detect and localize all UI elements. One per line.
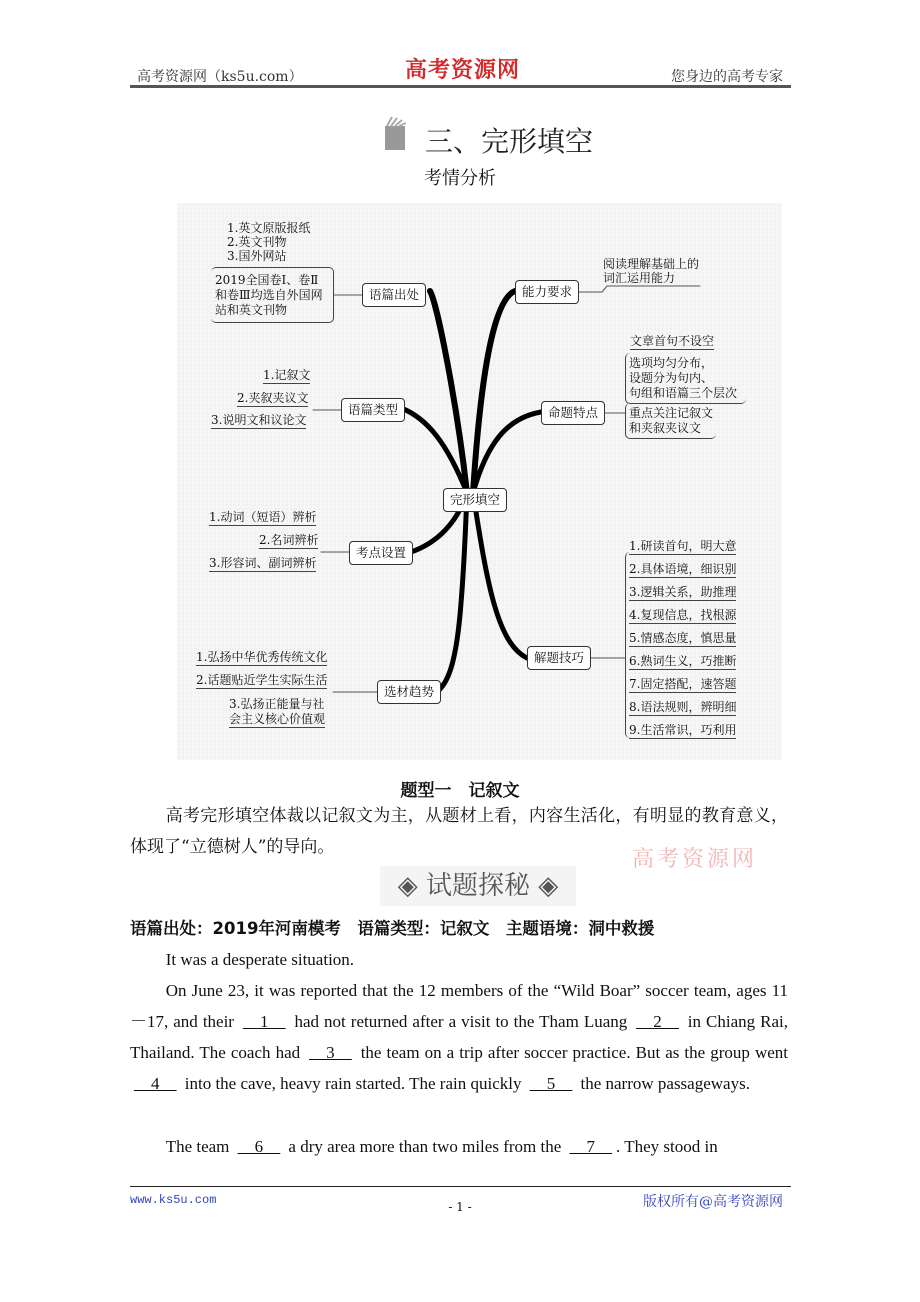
leaf-skills-1: 1.研读首句，明大意 bbox=[629, 539, 737, 553]
node-ability: 能力要求 bbox=[515, 280, 579, 304]
banner bbox=[380, 866, 576, 906]
leaf-skills-4: 4.复现信息，找根源 bbox=[629, 608, 737, 622]
header-slogan: 您身边的高考专家 bbox=[671, 69, 783, 85]
text: the team on a trip after soccer practice. But as the group went bbox=[355, 1043, 788, 1062]
leaf-source-1: 1.英文原版报纸 bbox=[227, 221, 311, 235]
diamond-icon: ◈ bbox=[397, 871, 418, 901]
text: The team bbox=[165, 1137, 234, 1156]
leaf-source-2: 2.英文刊物 bbox=[227, 235, 287, 249]
page-number: - 1 - bbox=[448, 1200, 472, 1214]
leaf-ability-2: 词汇运用能力 bbox=[603, 271, 676, 285]
leaf-skills-3: 3.逻辑关系，助推理 bbox=[629, 585, 737, 599]
leaf-features-3a: 重点关注记叙文 bbox=[629, 406, 714, 420]
leaf-trends-2: 2.话题贴近学生实际生活 bbox=[196, 673, 328, 687]
source-line: 语篇出处：2019年河南模考 语篇类型：记叙文 主题语境：洞中救援 bbox=[130, 919, 655, 938]
diamond-icon: ◈ bbox=[538, 871, 559, 901]
header-site-name: 高考资源网（ks5u.com） bbox=[137, 69, 303, 85]
leaf-features-2b: 设题分为句内、 bbox=[629, 371, 714, 385]
mind-map bbox=[177, 203, 782, 760]
passage-p3 bbox=[130, 1131, 788, 1162]
leaf-features-2c: 句组和语篇三个层次 bbox=[629, 386, 738, 400]
leaf-features-1: 文章首句不设空 bbox=[630, 334, 715, 348]
watermark: 高考资源网 bbox=[632, 847, 758, 872]
subtitle: 考情分析 bbox=[424, 168, 496, 189]
blank-4: __4__ bbox=[134, 1074, 177, 1093]
node-features: 命题特点 bbox=[541, 401, 605, 425]
blank-2: __2__ bbox=[636, 1012, 679, 1031]
node-trends: 选材趋势 bbox=[377, 680, 441, 704]
leaf-skills-7: 7.固定搭配，速答题 bbox=[629, 677, 737, 691]
header-logo: 高考资源网 bbox=[405, 58, 521, 83]
blank-3: __3__ bbox=[309, 1043, 352, 1062]
passage-p2 bbox=[130, 975, 788, 1099]
section-title: 题型一 记叙文 bbox=[400, 781, 520, 801]
leaf-source-3: 3.国外网站 bbox=[227, 249, 287, 263]
node-source: 语篇出处 bbox=[362, 283, 426, 307]
passage-p1: It was a desperate situation. bbox=[165, 950, 355, 969]
page-title: 三、完形填空 bbox=[425, 125, 594, 158]
leaf-skills-9: 9.生活常识，巧利用 bbox=[629, 723, 737, 737]
text: into the cave, heavy rain started. The rain quickly bbox=[180, 1074, 526, 1093]
leaf-source-note-1: 2019全国卷Ⅰ、卷Ⅱ bbox=[215, 273, 319, 287]
footer-link[interactable]: www.ks5u.com bbox=[130, 1193, 217, 1207]
node-types: 语篇类型 bbox=[341, 398, 405, 422]
text: the narrow passageways. bbox=[576, 1074, 750, 1093]
leaf-trends-1: 1.弘扬中华优秀传统文化 bbox=[196, 650, 328, 664]
leaf-ability-1: 阅读理解基础上的 bbox=[603, 257, 700, 271]
blank-6: __6__ bbox=[237, 1137, 281, 1156]
text: a dry area more than two miles from the bbox=[284, 1137, 566, 1156]
footer-copyright: 版权所有@高考资源网 bbox=[643, 1194, 783, 1210]
leaf-types-3: 3.说明文和议论文 bbox=[211, 413, 307, 427]
book-icon bbox=[384, 116, 410, 150]
text: had not returned after a visit to the Tham Luang bbox=[289, 1012, 633, 1031]
leaf-types-2: 2.夹叙夹议文 bbox=[237, 391, 309, 405]
banner-text: 试题探秘 bbox=[425, 871, 530, 901]
leaf-features-2a: 选项均匀分布， bbox=[629, 356, 714, 370]
leaf-points-2: 2.名词辨析 bbox=[259, 533, 319, 547]
leaf-skills-6: 6.熟词生义，巧推断 bbox=[629, 654, 737, 668]
footer-divider bbox=[130, 1186, 791, 1187]
leaf-types-1: 1.记叙文 bbox=[263, 368, 311, 382]
leaf-skills-5: 5.情感态度，慎思量 bbox=[629, 631, 737, 645]
leaf-skills-8: 8.语法规则，辨明细 bbox=[629, 700, 737, 714]
blank-7: __7__ bbox=[569, 1137, 613, 1156]
intro-paragraph: 高考完形填空体裁以记叙文为主，从题材上看，内容生活化，有明显的教育意义，体现了“立德树人”的导向。 bbox=[130, 806, 788, 857]
node-points: 考点设置 bbox=[349, 541, 413, 565]
leaf-trends-3b: 会主义核心价值观 bbox=[229, 712, 326, 726]
header-divider bbox=[130, 85, 791, 88]
text: On June 23, it was reported that the 12 members of the “Wild Boar” soccer team, ages 11－17, and their bbox=[130, 981, 788, 1031]
node-skills: 解题技巧 bbox=[527, 646, 591, 670]
text: in Chiang Rai, Thailand. The coach had bbox=[130, 1012, 788, 1062]
leaf-source-note-2: 和卷Ⅲ均选自外国网 bbox=[215, 288, 323, 302]
leaf-trends-3a: 3.弘扬正能量与社 bbox=[229, 697, 325, 711]
node-center: 完形填空 bbox=[443, 488, 507, 512]
leaf-skills-2: 2.具体语境，细识别 bbox=[629, 562, 737, 576]
leaf-source-note-3: 站和英文刊物 bbox=[215, 303, 288, 317]
blank-1: __1__ bbox=[242, 1012, 286, 1031]
text: . They stood in bbox=[616, 1137, 718, 1156]
leaf-features-3b: 和夹叙夹议文 bbox=[629, 421, 702, 435]
blank-5: __5__ bbox=[529, 1074, 573, 1093]
leaf-points-3: 3.形容词、副词辨析 bbox=[209, 556, 317, 570]
leaf-points-1: 1.动词（短语）辨析 bbox=[209, 510, 317, 524]
